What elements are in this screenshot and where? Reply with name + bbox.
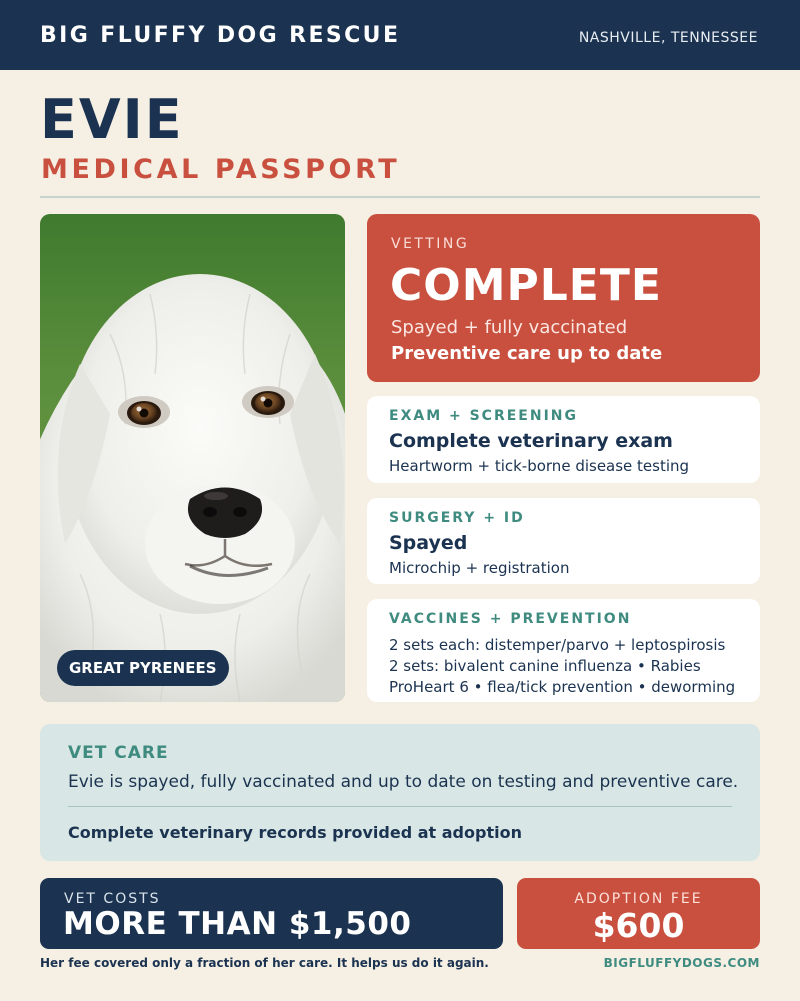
header-bar bbox=[0, 0, 800, 70]
vetting-summary: Spayed + fully vaccinated bbox=[391, 317, 628, 338]
vetting-label: VETTING bbox=[391, 236, 470, 252]
vet-costs-label: VET COSTS bbox=[64, 891, 161, 907]
website-link[interactable]: BIGFLUFFYDOGS.COM bbox=[603, 956, 760, 970]
exam-screening-card bbox=[367, 396, 760, 483]
breed-badge: GREAT PYRENEES bbox=[57, 650, 229, 686]
card-title: Complete veterinary exam bbox=[389, 430, 673, 452]
dog-photo bbox=[40, 214, 345, 702]
card-label: EXAM + SCREENING bbox=[389, 408, 579, 424]
vet-care-text: Evie is spayed, fully vaccinated and up to date on testing and preventive care. bbox=[68, 772, 739, 792]
dog-name: EVIE bbox=[40, 88, 184, 151]
vet-care-note: Complete veterinary records provided at adoption bbox=[68, 823, 522, 842]
vet-care-divider bbox=[68, 806, 732, 807]
adoption-fee-label: ADOPTION FEE bbox=[574, 891, 703, 907]
card-detail: ProHeart 6 • flea/tick prevention • deworming bbox=[389, 678, 736, 696]
document-title: MEDICAL PASSPORT bbox=[41, 154, 401, 185]
card-detail: 2 sets: bivalent canine influenza • Rabies bbox=[389, 657, 701, 675]
vet-costs-value: MORE THAN $1,500 bbox=[63, 906, 412, 942]
footer-note: Her fee covered only a fraction of her care. It helps us do it again. bbox=[40, 956, 489, 970]
location: NASHVILLE, TENNESSEE bbox=[578, 30, 758, 46]
card-label: VACCINES + PREVENTION bbox=[389, 611, 632, 627]
vet-costs-panel bbox=[40, 878, 503, 949]
org-name: BIG FLUFFY DOG RESCUE bbox=[40, 23, 401, 48]
surgery-id-card bbox=[367, 498, 760, 584]
card-detail: Microchip + registration bbox=[389, 559, 570, 577]
adoption-fee-panel bbox=[517, 878, 760, 949]
vet-care-label: VET CARE bbox=[68, 743, 169, 763]
card-label: SURGERY + ID bbox=[389, 510, 525, 526]
adoption-fee-value: $600 bbox=[592, 906, 685, 945]
card-detail: 2 sets each: distemper/parvo + leptospirosis bbox=[389, 636, 726, 654]
vaccines-prevention-card bbox=[367, 599, 760, 702]
title-divider bbox=[40, 196, 760, 198]
card-title: Spayed bbox=[389, 532, 468, 554]
vetting-status-panel bbox=[367, 214, 760, 382]
vetting-status: COMPLETE bbox=[390, 260, 662, 311]
card-detail: Heartworm + tick-borne disease testing bbox=[389, 457, 690, 475]
vetting-preventive: Preventive care up to date bbox=[391, 343, 663, 364]
vet-care-panel bbox=[40, 724, 760, 861]
